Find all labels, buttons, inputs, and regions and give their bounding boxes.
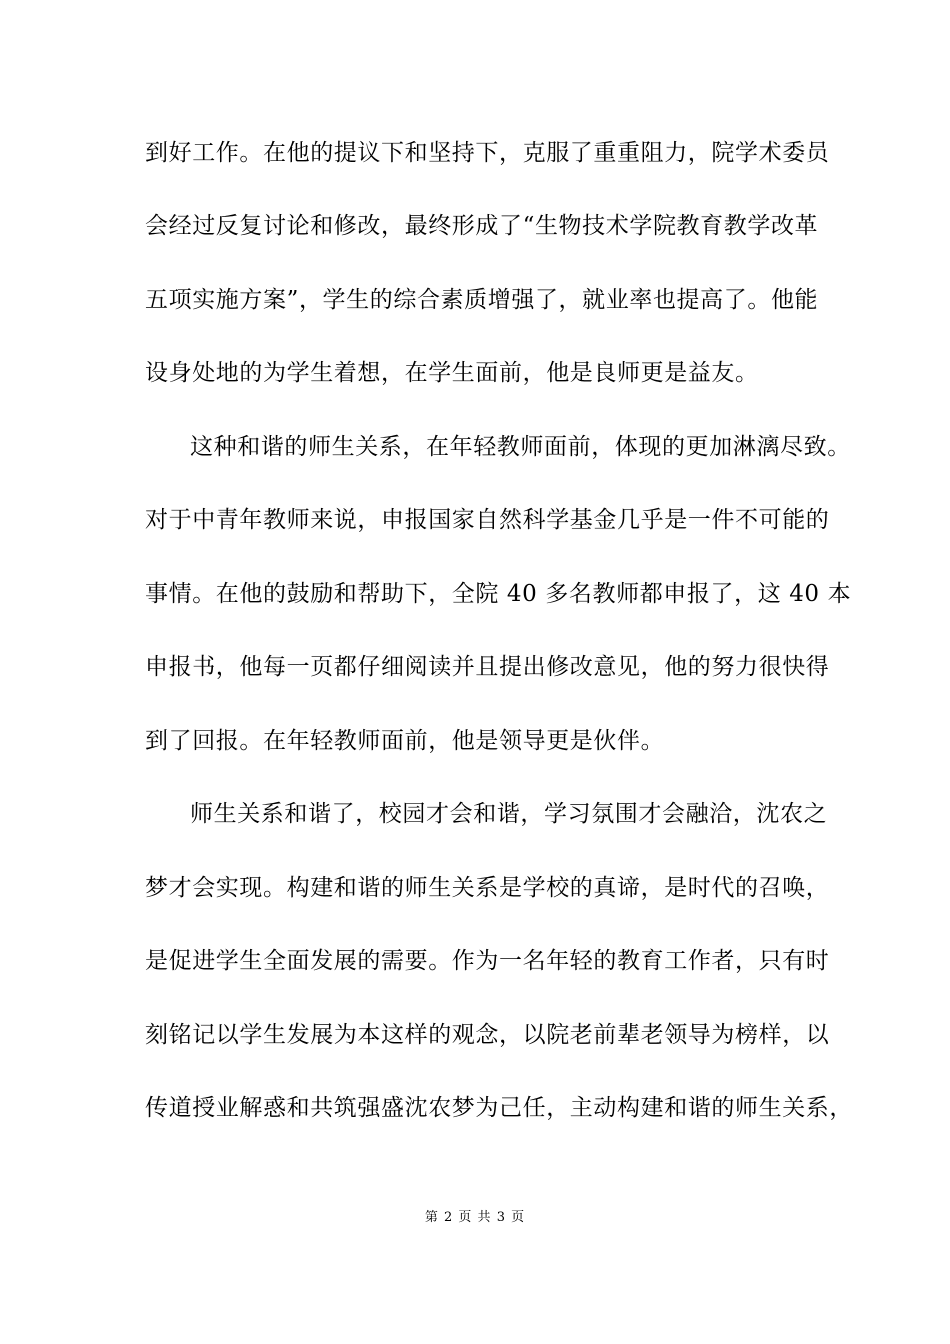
- page-footer: [0, 1210, 950, 1226]
- paragraph-line: 梦才会实现。构建和谐的师生关系是学校的真谛，是时代的召唤，: [145, 875, 830, 901]
- paragraph-line: 传道授业解惑和共筑强盛沈农梦为己任，主动构建和谐的师生关系，: [145, 1095, 853, 1121]
- paragraph-first-line: 这种和谐的师生关系，在年轻教师面前，体现的更加淋漓尽致。: [190, 434, 851, 460]
- paragraph-line: 申报书，他每一页都仔细阅读并且提出修改意见，他的努力很快得: [145, 654, 830, 680]
- paragraph-line: 对于中青年教师来说，申报国家自然科学基金几乎是一件不可能的: [145, 507, 830, 533]
- paragraph-line: 到好工作。在他的提议下和坚持下，克服了重重阻力，院学术委员: [145, 140, 830, 166]
- paragraph-line: 五项实施方案”，学生的综合素质增强了，就业率也提高了。他能: [145, 287, 819, 313]
- paragraph-line: 到了回报。在年轻教师面前，他是领导更是伙伴。: [145, 728, 665, 754]
- paragraph-line: 刻铭记以学生发展为本这样的观念，以院老前辈老领导为榜样，以: [145, 1022, 830, 1048]
- paragraph-line: 会经过反复讨论和修改，最终形成了“生物技术学院教育教学改革: [145, 213, 819, 239]
- paragraph-line: 事情。在他的鼓励和帮助下，全院 40 多名教师都申报了，这 40 本: [145, 581, 852, 607]
- page-number-label: 第 2 页 共 3 页: [424, 1210, 526, 1225]
- paragraph-line: 是促进学生全面发展的需要。作为一名年轻的教育工作者，只有时: [145, 948, 830, 974]
- paragraph-first-line: 师生关系和谐了，校园才会和谐，学习氛围才会融洽，沈农之: [190, 801, 828, 827]
- paragraph-line: 设身处地的为学生着想，在学生面前，他是良师更是益友。: [145, 360, 759, 386]
